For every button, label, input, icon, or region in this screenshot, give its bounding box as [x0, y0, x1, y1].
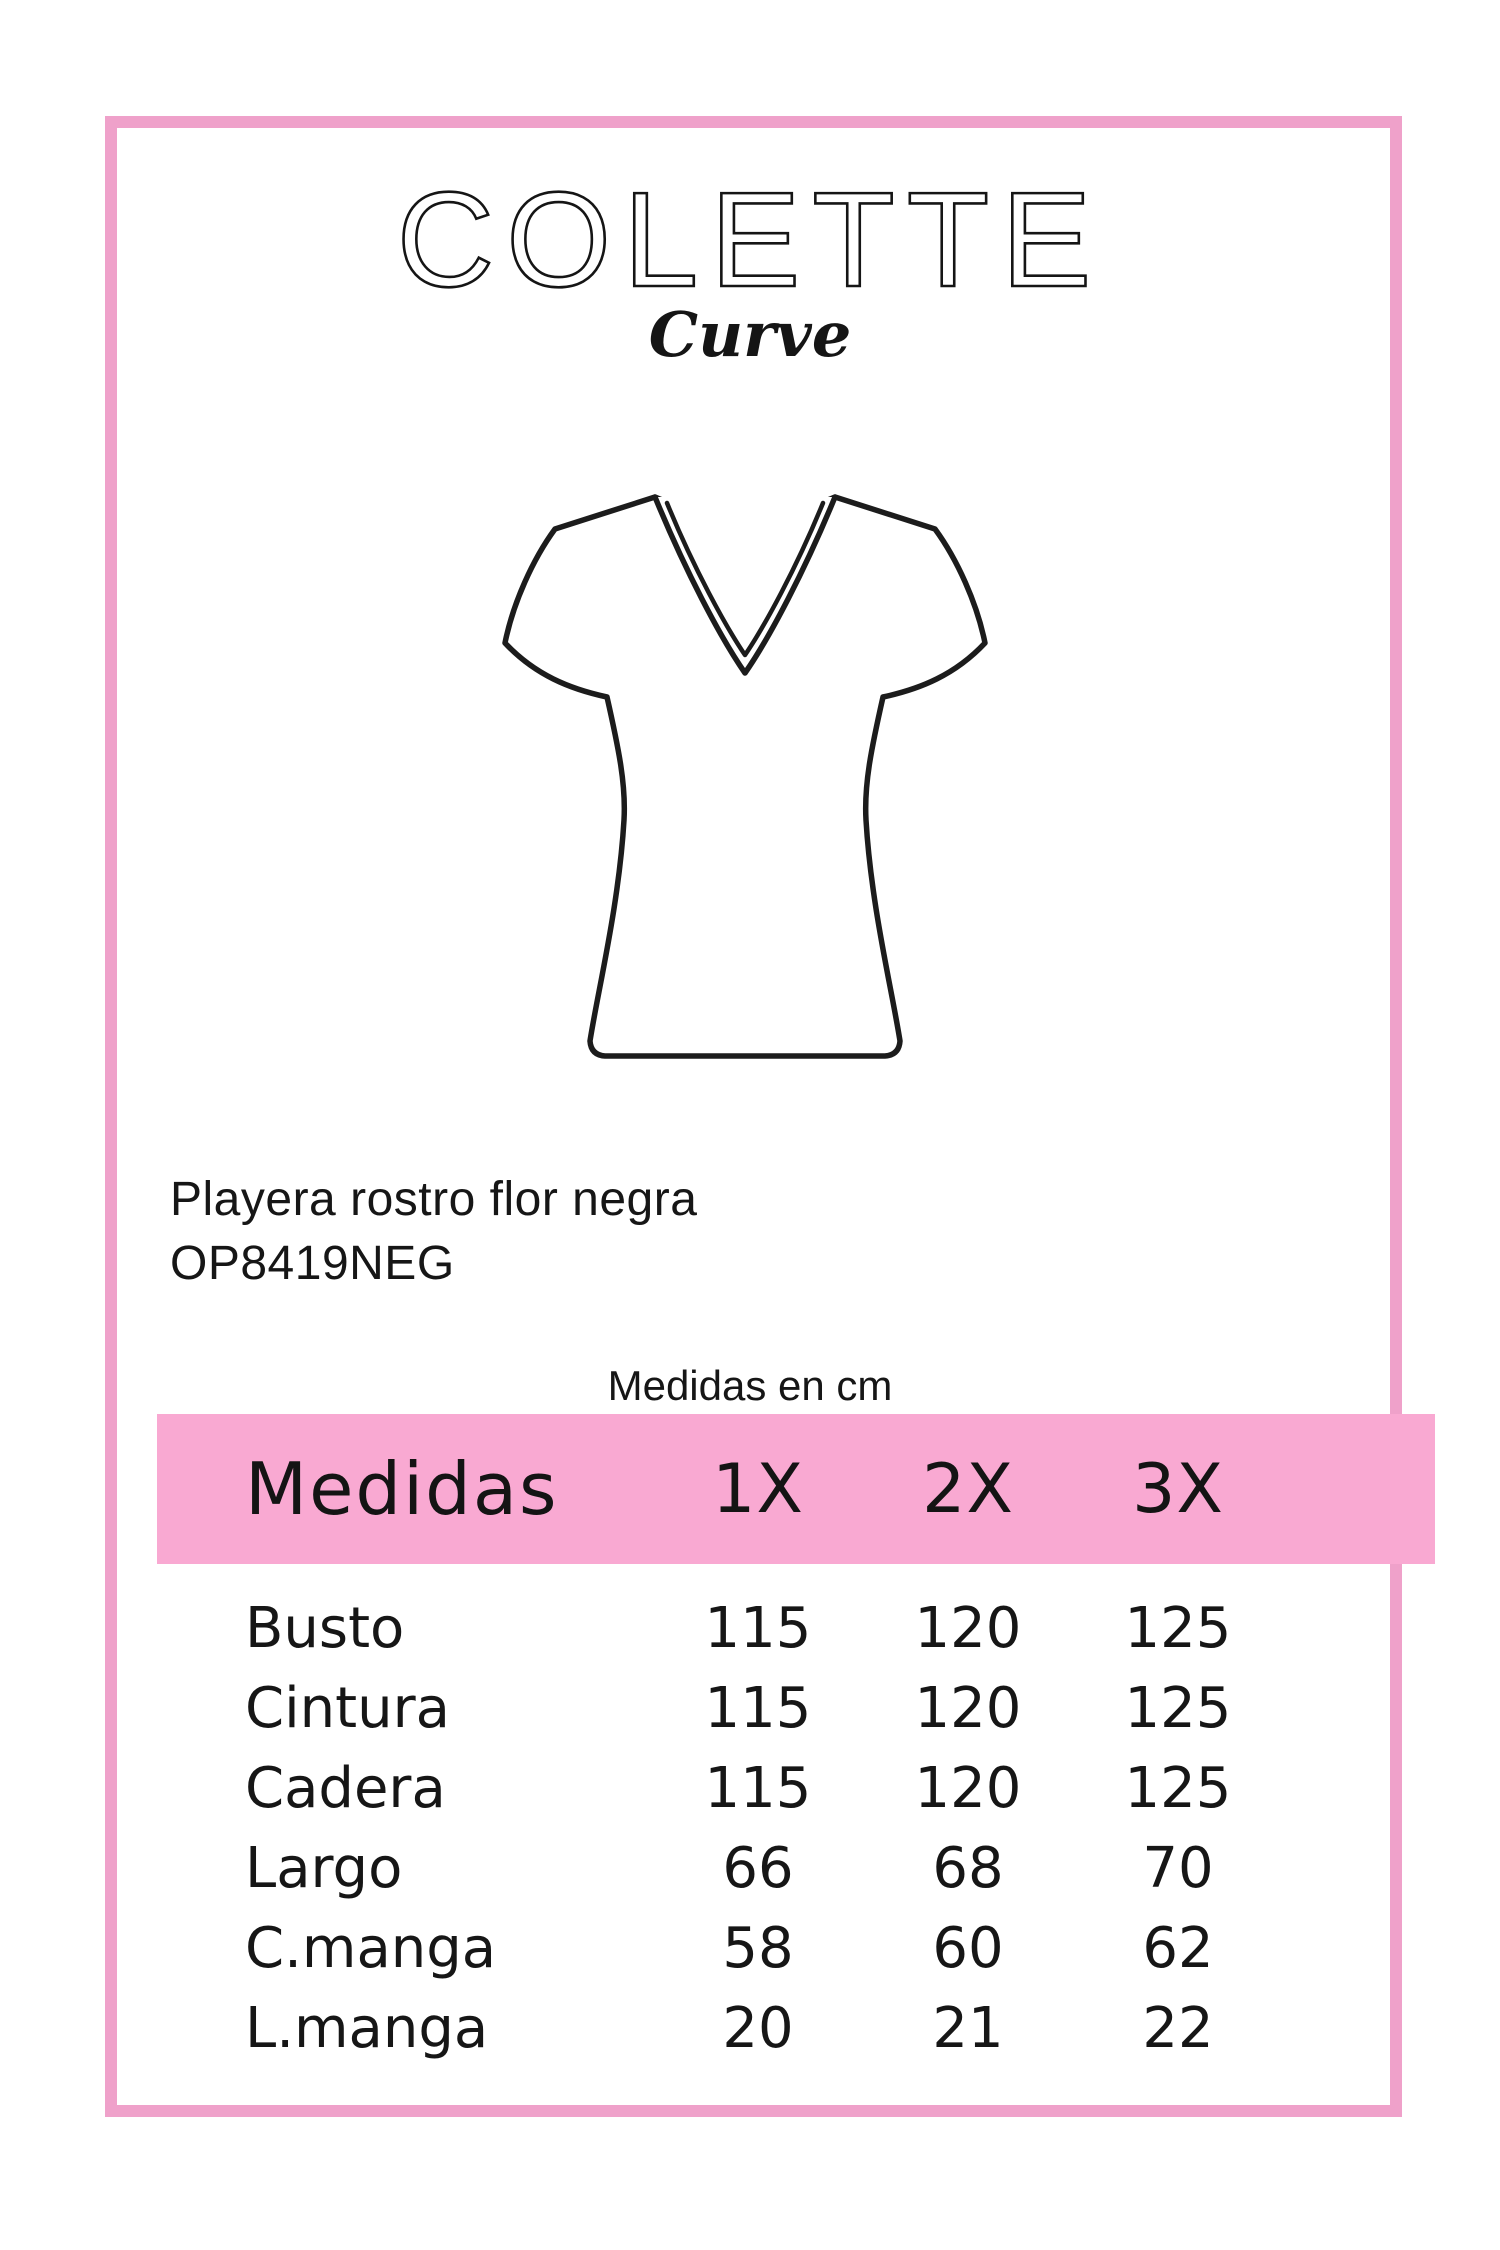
- row-label: Largo: [245, 1835, 403, 1901]
- table-row: [157, 1748, 1347, 1828]
- row-value: 125: [1124, 1595, 1232, 1661]
- row-value: 115: [704, 1675, 812, 1741]
- row-value: 115: [704, 1595, 812, 1661]
- table-row: [157, 1908, 1347, 1988]
- units-note: Medidas en cm: [607, 1362, 893, 1409]
- header-size-3x: 3X: [1132, 1449, 1224, 1529]
- row-value: 120: [914, 1755, 1022, 1821]
- table-row: [157, 1828, 1347, 1908]
- row-value: 125: [1124, 1675, 1232, 1741]
- row-value: 115: [704, 1755, 812, 1821]
- row-value: 70: [1142, 1835, 1214, 1901]
- table-row: [157, 1588, 1347, 1668]
- row-value: 120: [914, 1595, 1022, 1661]
- row-value: 22: [1142, 1995, 1214, 2061]
- table-row: [157, 1988, 1347, 2068]
- product-sku: OP8419NEG: [170, 1237, 455, 1290]
- brand-logo: COLETTE: [396, 164, 1104, 315]
- row-value: 21: [932, 1995, 1004, 2061]
- header-size-2x: 2X: [922, 1449, 1014, 1529]
- row-label: L.manga: [245, 1995, 489, 2061]
- row-value: 66: [722, 1835, 794, 1901]
- row-label: Busto: [245, 1595, 405, 1661]
- brand-tagline: Curve: [648, 298, 852, 371]
- size-chart-rows: [157, 1588, 1347, 2068]
- product-info: [170, 1168, 1070, 1296]
- row-value: 60: [932, 1915, 1004, 1981]
- row-value: 125: [1124, 1755, 1232, 1821]
- table-row: [157, 1668, 1347, 1748]
- row-value: 68: [932, 1835, 1004, 1901]
- row-value: 62: [1142, 1915, 1214, 1981]
- row-value: 58: [722, 1915, 794, 1981]
- size-chart-header: [157, 1414, 1435, 1564]
- row-value: 20: [722, 1995, 794, 2061]
- row-label: Cintura: [245, 1675, 450, 1741]
- tshirt-illustration-icon: [495, 485, 995, 1065]
- row-label: C.manga: [245, 1915, 497, 1981]
- header-measure-label: Medidas: [245, 1447, 559, 1531]
- row-label: Cadera: [245, 1755, 446, 1821]
- header-size-1x: 1X: [712, 1449, 804, 1529]
- product-title: Playera rostro flor negra: [170, 1173, 698, 1226]
- row-value: 120: [914, 1675, 1022, 1741]
